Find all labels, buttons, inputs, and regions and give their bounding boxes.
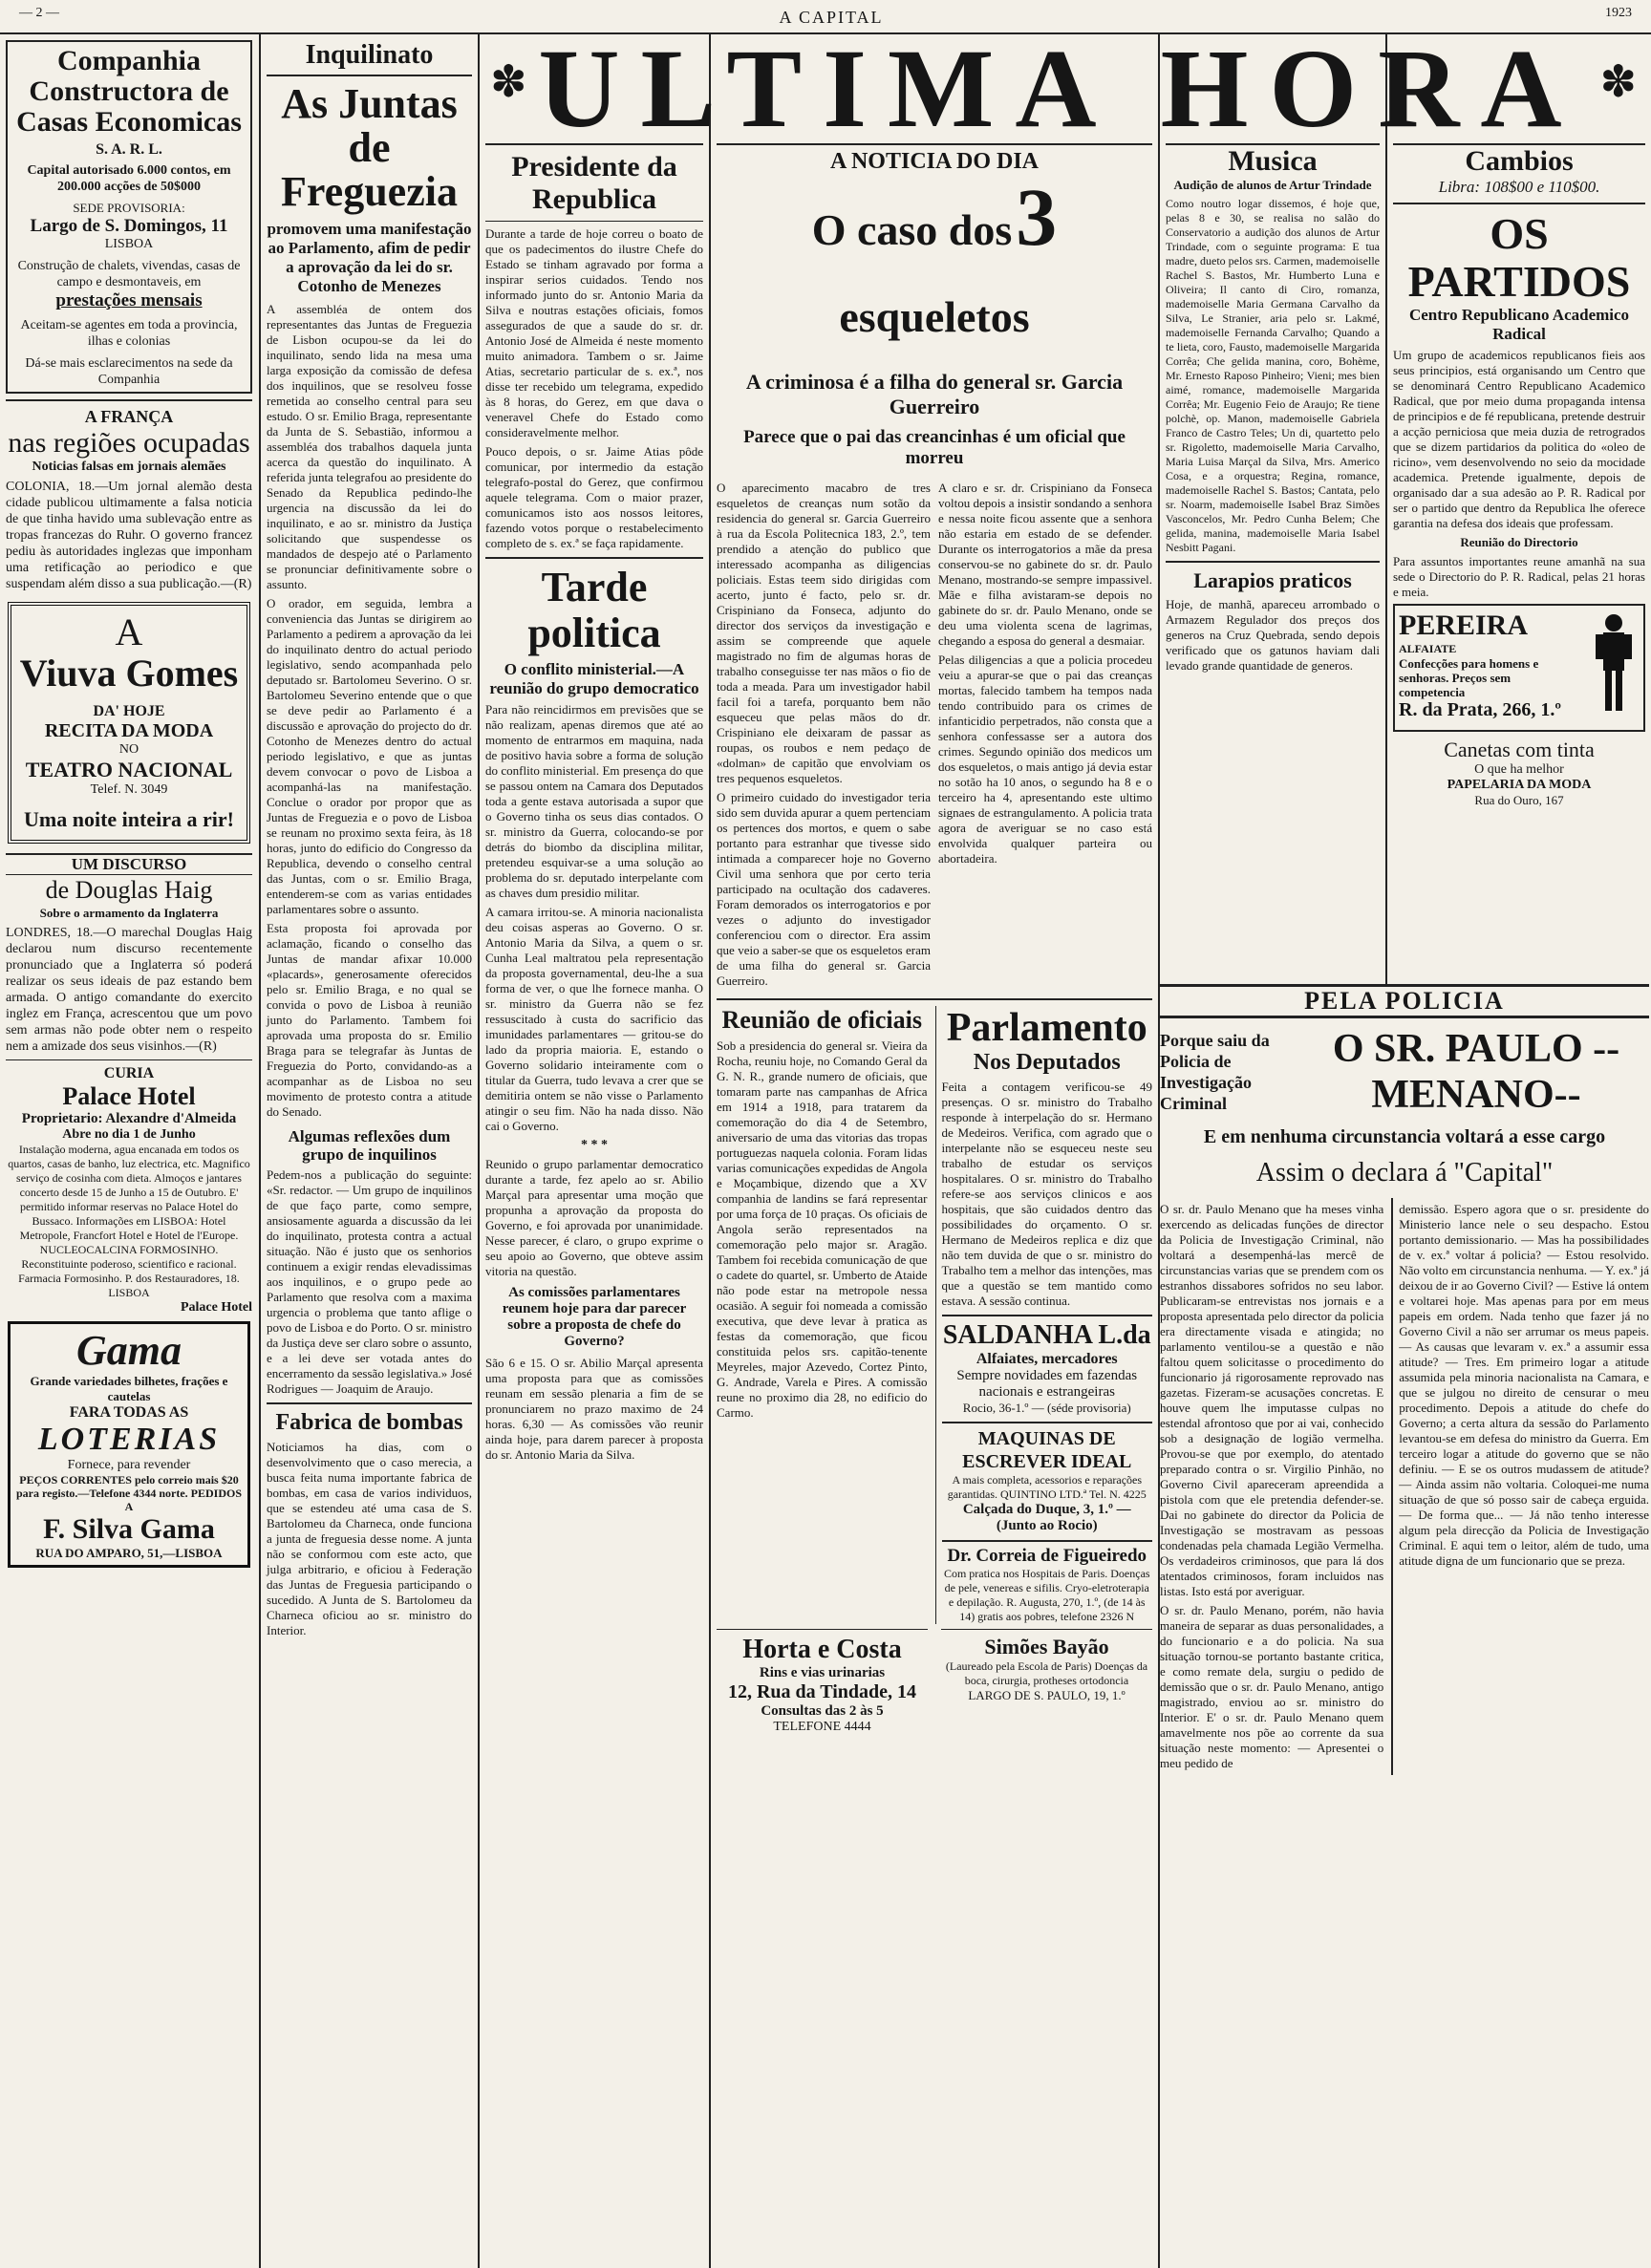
juntas-body-2: O orador, em seguida, lembra a conveniencia das Juntas se dirigirem ao Parlamento a pedirem a aprovação da lei do inquilinato dentro do actual periodo legislativo, sendo acompanhada pelo deputado sr. Bartolomeu Severino. O sr. Bartolomeu Severino entende que o que se deve pedir ao Parlamento é a discussão e aprovação do projecto do dr. Cotonho de Menezes dentro do actual periodo legislativo, e que as juntas devem convocar o povo de Lisboa a acompanhá-las na manifestação. Conclue o orador por propor que as Juntas de Freguezia e o povo de Lisboa se reunam no proximo sexta feira, às 18 horas, junto do edificio do Congresso da Republica, devendo o conselho central das Juntas, com o sr. Emilio Braga, entenderem-se com as varias entidades parlamentares sobre o assunto. — [267, 596, 472, 916]
company-text: Construção de chalets, vivendas, casas de campo e desmontaveis, em — [17, 259, 241, 289]
canetas-title: Canetas com tinta — [1444, 738, 1595, 761]
company-installments: prestações mensais — [55, 290, 203, 310]
juntas-headline: As Juntas de Freguezia — [281, 80, 458, 215]
tarde-body-2: A camara irritou-se. A minoria nacionalista deu coisas asperas ao Governo. O sr. Antonio Maria da Silva, a quem o sr. Cunha Leal maltratou pela representação da proposta governamental, deu-lhe a sua forma de ver, o que lhe fornece manha. O sr. ministro da Guerra não se fez ressuscitado à custa do sacrificio das imunidades parlamentares — gritou-se do lado da propria maioria. E, estando o Governo solidario inteiramente com o titular da Guerra, tudo levava a crer que se demitiria ontem se não visse o Parlamento atingir o seu fim. Não ha nada disso. Não cai o Governo. — [485, 905, 703, 1133]
musica-title: Musica — [1166, 143, 1380, 178]
fabrica-body: Noticiamos ha dias, com o desenvolvimento que o caso merecia, a busca feita numa importante fabrica de bombas, em casa de varios individuos, que se estendeu até uma casa de S. Bartolomeu da Charneca, onde funciona a junta de freguesia desse nome. A junta não se conformou com este acto, que julga arbitrario, e oficiou à Federação das Juntas de Freguesia participando o sucedido. A Junta de S. Bartolomeu da Charneca oficiou ao sr. ministro do Interior. — [267, 1440, 472, 1637]
page-date: 1923 — [1605, 6, 1632, 20]
saldanha-text: Sempre novidades em fazendas nacionais e estrangeiras — [956, 1368, 1138, 1400]
reflexoes-title: Algumas reflexões dum grupo de inquilinos — [288, 1127, 451, 1164]
franca-headline: nas regiões ocupadas — [8, 427, 250, 459]
horta-address: 12, Rua da Tindade, 14 — [727, 1681, 917, 1702]
canetas-ad — [1393, 738, 1645, 808]
policia-title-2: Assim o declara á "Capital" — [1255, 1158, 1554, 1187]
page-number: — 2 — — [19, 6, 59, 20]
policia-deck: E em nenhuma circunstancia voltará a esse cargo — [1203, 1126, 1606, 1147]
partidos-sub: Centro Republicano Academico Radical — [1408, 306, 1630, 343]
gama-text4: PEÇOS CORRENTES pelo correio mais $20 para registo.—Telefone 4344 norte. PEDIDOS A — [16, 1473, 242, 1513]
viuva-tagline: Uma noite inteira a rir! — [24, 807, 234, 831]
esqueletos-headline-b: esqueletos — [839, 292, 1030, 341]
gama-ad — [8, 1321, 250, 1568]
presidente-body-2: Pouco depois, o sr. Jaime Atias pôde comunicar, por intermedio da estação telegrafo-postal do Gerez, que confirmou aquele telegrama. Com o maior prazer, comunicamos isto aos nossos leitores, fazendo votos porque o restabelecimento completo de s. ex.ª se faça rapidamente. — [485, 444, 703, 550]
horta-name: Horta e Costa — [742, 1635, 902, 1664]
palace-title: Palace Hotel — [62, 1082, 196, 1110]
company-more: Dá-se mais esclarecimentos na sede da Companhia — [25, 356, 233, 387]
pela-policia-section — [1160, 984, 1649, 2268]
star-icon-left: ✽ — [490, 57, 527, 106]
maquinas-title: MAQUINAS DE ESCREVER IDEAL — [962, 1428, 1132, 1472]
larapios-body: Hoje, de manhã, apareceu arrombado o Armazem Regulador dos preços dos generos na Cruz Quebrada, sendo depois verificado que os gatunos haviam dali levado grande quantidade de generos. — [1166, 597, 1380, 673]
juntas-deck: promovem uma manifestação ao Parlamento, afim de pedir a aprovação da lei do sr. Cotonho de Menezes — [267, 220, 472, 295]
noticia-label: A NOTICIA DO DIA — [717, 143, 1152, 175]
tailor-figure-icon — [1590, 611, 1638, 717]
pereira-sub: ALFAIATE — [1399, 642, 1457, 655]
gama-logo: Gama — [76, 1327, 182, 1374]
canetas-text: O que ha melhor — [1474, 762, 1564, 777]
viuva-title: Viuva Gomes — [19, 652, 239, 695]
directorio-body: Para assuntos importantes reune amanhã na sua sede o Directorio do P. R. Radical, pelas 21 horas e meia. — [1393, 554, 1645, 599]
palace-sign: Palace Hotel — [180, 1300, 252, 1315]
esqueletos-headline-3: 3 — [1016, 171, 1058, 263]
maquinas-address: Calçada do Duque, 3, 1.º — (Junto ao Rocio) — [962, 1502, 1131, 1533]
viuva-tel: Telef. N. 3049 — [90, 782, 168, 797]
tarde-politica-headline: Tarde politica — [527, 564, 661, 656]
gama-name: F. Silva Gama — [43, 1513, 215, 1545]
column-3: Presidente da Republica Durante a tarde de hoje correu o boato de que os padecimentos do ilustre Chefe do Estado se tinham agravado por forma a inspirar serios cuidados. Tendo nos informado junto do sr. Antonio Maria da Silva e noutras estações oficiais, fomos assegurados de que a saude do sr. dr. Antonio José de Almeida é neste momento muito animadora. Tambem o sr. Jaime Atias, secretario particular de s. ex.ª, nos disse ter recebido um telegrama, expedido às 8 horas, do Gerez, em que dava o veneravel Chefe do Estado como consideravelmente melhor. Pouco depois, o sr. Jaime Atias pôde comunicar, por intermedio da estação telegrafo-postal do Gerez, que confirmou aquele telegrama. Com o maior prazer, comunicamos isto aos nossos leitores, fazendo votos porque o restabelecimento completo de s. ex.ª se faça rapidamente. Tarde politica O conflito ministerial.—A reunião do grupo democratico Para não reincidirmos em previsões que se não realizam, apenas diremos que até ao momento de entrarmos em maquina, nada de positivo havia sobre a forma de solução do conflito ministerial. Em presença do que se passou ontem na Camara dos Deputados toda a gente estava autorisada a supor que o Governo tinha os seus dias contados. O sr. ministro da Guerra, colocando-se por detrás do biombo da disciplina militar, pretendeu esquivar-se a uma solução ao problema do sr. deputado interpelante com as chaves dum presidio militar. A camara irritou-se. A minoria nacionalista deu coisas asperas ao Governo. O sr. Antonio Maria da Silva, a quem o sr. Cunha Leal maltratou pela representação da proposta governamental, deu-lhe a sua forma de ver, o que lhe fornece manha. O sr. ministro da Guerra não se fez ressuscitado à custa do sacrificio das imunidades parlamentares — gritou-se do lado da propria maioria. E, estando o Governo solidario inteiramente com o titular da Guerra, tudo levava a crer que se demitiria ontem se não visse o Parlamento atingir o seu fim. Não ha nada disso. Não cai o Governo. * * * Reunido o grupo parlamentar democratico durante a tarde, fez apelo ao sr. Abilio Marçal para apresentar uma moção que propunha a aprovação da proposta do Governo, e foi aprovada por unanimidade. Nesse parecer, é claro, o grupo exprime o seu apoio ao Governo, que obteve assim vitoria na questão. As comissões parlamentares reunem hoje para dar parecer sobre a proposta de chefe do Governo? São 6 e 15. O sr. Abilio Marçal apresenta uma proposta para que as comissões reunam em sessão plenaria a fim de se pronunciarem no prazo maximo de 24 horas. 6,30 — As comissões vão reunir ainda hoje, para darem parecer à proposta do sr. Antonio Maria da Silva. — [480, 143, 709, 2268]
viuva-teatro: TEATRO NACIONAL — [25, 758, 233, 781]
esqueletos-body-3: A claro e sr. dr. Crispiniano da Fonseca voltou depois a insistir sondando a senhora e nessa noite ficou assente que a senhora não estaria em estado de se defender. Durante os interrogatorios a mãe da presa conservou-se no gabinete do sr. dr. Paulo Menano, mostrando-se sempre impassivel. Mãe e filha avistaram-se depois no gabinete do sr. dr. Paulo Menano, onde se deu uma violenta scena de lagrimas, chegando a esposa do general a desmaiar. — [938, 481, 1152, 648]
esqueletos-deck-2: Parece que o pai das creancinhas é um oficial que morreu — [743, 427, 1126, 468]
policia-body-1: O sr. dr. Paulo Menano que ha meses vinha exercendo as delicadas funções de director da Policia de Investigação Criminal, não voltará a desempenhá-las mercê de circunstancias varias que se prendem com os estranhos dissabores sofridos no seu labor. Publicaram-se entrevistas nos jornais e a proposta apresentada pelo director da policia era directamente visada e atingida; no parlamento ventilou-se a questão e não faltou quem solicitasse o procedimento do funcionario já rigorosamente reprovado nas gazetas. Fizeram-se acusações concretas. E houve quem lhe imputasse culpas no estendal afrontoso que por ai vai, conhecido sob a designação de logião vermelha. Provou-se que por exemplo, do atentado preparado contra o sr. Virgilio Pinhão, no Governo Civil apareceram apreendida a pistola com que ele pretendia defender-se. Dai no gabinete do director da Policia de Investigação se mostravam as pessoas condenadas pela chamada Legião Vermelha. Os verdadeiros criminosos, que para lá dos atentados criminosos, foram incluidos nas listas. Isto está por averiguar. — [1160, 1202, 1384, 1598]
parlamento-body: Feita a contagem verificou-se 49 presenças. O sr. ministro do Trabalho responde à interpelação do sr. Hermano de Medeiros. Verifica, com agrado que o interpelante não se esqueceu neste seu trabalho de estudar os serviços hospitalares. O sr. ministro do Trabalho refere-se aos serviços clinicos e aos hospitais, que são cuidados dentro das possibilidades do orçamento. O sr. Hermano de Medeiros replica e diz que não tem duvida de que o sr. ministro do Trabalho tem a melhor das intenções, mas que a questão se tem mantido como estava. A sessão continua. — [941, 1080, 1152, 1308]
viuva-hoje: DA' HOJE — [93, 703, 165, 719]
cambios-rate: Libra: 108$00 e 110$00. — [1438, 178, 1600, 196]
esqueletos-body-4: Pelas diligencias a que a policia procedeu veiu a apurar-se que o pai das creanças mortas, falecido tambem ha tempos nada tendo contribuido para os crimes de infanticidio perpetrados, não consta que a senhora confessasse ser a autora dos crimes. Segundo opinião dos medicos um dos esqueletos, o mais antigo já devia estar no sotão ha 10 anos, o segundo ha 8 e o terceiro ha 4, apresentando este ultimo signaes de estrangulamento. A policia trata agora de averiguar se no caso está envolvida qualquer parteira ou abortadeira. — [938, 653, 1152, 866]
musica-body: Como noutro logar dissemos, é hoje que, pelas 8 e 30, se realisa no salão do Conservatorio a audição dos alunos de Artur Trindade, com o seguinte programa: E tua madre, dueto pelos srs. Carmen, mademoiselle Rachel S. Bastos, Mr. Humberto Luna e Oliveira; Il canto di Ciro, romanza, mademoiselle Maria Germana Carvalho da Silva, Le Stranier, aria pelo sr. Lakmé, mademoiselle Fernanda Carvalho; Quando a te lieta, coro, Fausto, mademoiselle Margarida Corrêa; Che gelida manina, coro, Bohème, Mr. Ernesto Raposo Pinheiro; Vieni; mes bien aimé, romance, mademoiselle Margarida Corrêa; Mr. Eugenio Feio de Araujo; Re tiene polchè, op. Manon, mademoiselle Gabriela Franco de Castro Teles; Un di, quartetto pelo sr. Rigoletto, mademoiselle Maria Carvalho, Maria Luisa Marçal da Silva, Mrs. Americo Cosa, e a orquestra; Regina, romance, mademoiselle Rachel S. Bastos; Cantata, pelo sr. Noarm, mademoiselle Isabel Braz Simões Vasconcelos, Mr. Pedro Cunha Belem; Che gelida, manina, mademoiselle Maria Isabel Nesbitt Pagani. — [1166, 197, 1380, 554]
discurso-text: LONDRES, 18.—O marechal Douglas Haig declarou num discurso recentemente pronunciado que a Inglaterra só poderá realizar os seus ideais de paz estando bem armada. O antigo comandante do exercito inglez em França, acrescentou que um povo sem armas não pode obter nem o respeito nem a amizade dos seus visinhos.—(R) — [6, 926, 252, 1054]
tarde-politica-sub: O conflito ministerial.—A reunião do grupo democratico — [489, 660, 699, 697]
simoes-text: (Laureado pela Escola de Paris) Doenças da boca, cirurgia, protheses ortodoncia — [945, 1659, 1148, 1687]
gama-address: RUA DO AMPARO, 51,—LISBOA — [35, 1546, 223, 1560]
company-sarl: S. A. R. L. — [96, 141, 162, 158]
juntas-body-3: Esta proposta foi aprovada por aclamação, ficando o conselho das Juntas de mandar afixar 10.000 «placards», generosamente oferecidos pelo sr. Emilio Braga, e no qual se convida o povo de Lisboa à reunião junto do Parlamento. Tambem foi aprovada uma proposta do sr. Emilio Braga para se telegrafar às Juntas de Freguezia do Porto, convidando-as a acompanhar as de Lisboa no seu movimento de protesto contra a atitude do Senado. — [267, 921, 472, 1119]
reuniao-oficiais-title: Reunião de oficiais — [721, 1006, 922, 1034]
larapios-title: Larapios praticos — [1193, 568, 1352, 592]
esqueletos-body-2: O primeiro cuidado do investigador teria sido sem duvida apurar a quem pertenciam os pertences dos mortos, e quem o sabe portanto para estranhar que tivesse sido intimada a comparecer hoje no Governo Civil uma senhora que por certo teria participado na ocultação dos cadaveres. Foram demorados os interrogatorios e por vezes o adjunto do investigador conferenciou com o director. Era assim que veio a saber-se que os esqueletos eram de uma filha do general sr. Garcia Guerreiro. — [717, 790, 931, 988]
gama-text1: Grande variedades bilhetes, frações e cautelas — [30, 1374, 228, 1403]
simoes-ad — [935, 1624, 1152, 1735]
comissoes-body: São 6 e 15. O sr. Abilio Marçal apresenta uma proposta para que as comissões reunam em sessão plenaria a fim de se pronunciarem no prazo maximo de 24 horas. 6,30 — As comissões vão reunir ainda hoje, para darem parecer à proposta do sr. Antonio Maria da Silva. — [485, 1356, 703, 1462]
franca-label: A FRANÇA — [84, 407, 174, 426]
gama-loterias: LOTERIAS — [37, 1422, 221, 1457]
musica-sub: Audição de alunos de Artur Trindade — [1173, 178, 1372, 192]
masthead-title: ULTIMA HORA — [538, 26, 1583, 151]
presidente-body-1: Durante a tarde de hoje correu o boato de que os padecimentos do ilustre Chefe do Estado se tinham agravado por forma a inspirar serios cuidados. Tendo nos informado junto do sr. Antonio Maria da Silva e noutras estações oficiais, fomos assegurados de que a saude do sr. dr. Antonio José de Almeida é neste momento muito animadora. Tambem o sr. Jaime Atias, secretario particular de s. ex.ª, nos disse ter recebido um telegrama, expedido às 8 horas, do Gerez, em que dava o veneravel Chefe do Estado como consideravelmente melhor. — [485, 226, 703, 439]
column-2 — [261, 36, 478, 2268]
franca-text: COLONIA, 18.—Um jornal alemão desta cidade publicou ultimamente a falsa noticia de que tinha havido uma sublevação entre as tropas francezas do Ruhr. O governo francez pediu às autoridades inglezas que imponham uma retificação ao periodico e que suspendam além disso a sua publicação.—(R) — [6, 480, 252, 591]
saldanha-address: Rocio, 36-1.º — (séde provisoria) — [962, 1401, 1131, 1415]
company-address: Largo de S. Domingos, 11 — [30, 216, 228, 236]
masthead-block — [482, 26, 1648, 151]
esqueletos-headline-a: O caso dos — [811, 205, 1013, 254]
column-5 — [1160, 143, 1385, 984]
canetas-address: Rua do Ouro, 167 — [1474, 793, 1564, 807]
horta-sub: Rins e vias urinarias — [759, 1665, 886, 1680]
correia-ad — [942, 1540, 1153, 1624]
pereira-address: R. da Prata, 266, 1.º — [1399, 699, 1561, 720]
newspaper-name: A CAPITAL — [779, 8, 884, 27]
esqueletos-body-1: O aparecimento macabro de tres esqueletos de creanças num sotão da residencia do general sr. Garcia Guerreiro à rua da Escola Politecnica 183, 2.º, tem prendido a atenção do publico que interessado acompanha as diligencias policiais. Estas teem sido dirigidas com acerto, junto é facto, pelo sr. dr. Crispiniano da Fonseca, adjunto do director dos serviços da investigação e assim se compreende que aquele magistrado no fim de algumas horas de trabalho conseguisse ter nas mãos o fio de toda a meada. Para um investigador habil facil foi a tarefa, porquanto bem não esqueceu que pelas mãos do dr. Crispiniano ele deixaram de passar as roupas, os roubos e nem pedaço de «dolman» de capitão que envolviam os tres pequenos esqueletos. — [717, 481, 931, 785]
menano-interview-body: demissão. Espero agora que o sr. presidente do Ministerio lance nele o seu despacho. Estou portanto demissionario. — Mas ha possibilidades de v. ex.ª voltar á policia? — Estou resolvido. Não volto em circunstancia nenhuma. — Y. ex.ª já deixou de ir ao Governo Civil? — Estive lá ontem e voltarei hoje. Mas apenas para por em meus papeis em ordem. Nada tenho que fazer já no Governo Civil a não ser arrumar os meus papeis. — As causas que levaram v. ex.ª a assumir essa atitude? — Tres. Em primeiro logar a atitude assumida pela minoria nacionalista na Camara, e que se julgou no direito de censurar o meu procedimento. Depois a atitude do chefe do Governo; a certa altura da sessão do Parlamento levantou-se em defesa do ministro da Guerra. Em terceiro logar a atitude do governo que se não definiu. — E se os outros mudassem de atitude? — Ainda assim não voltaria. Coloquei-me numa situação de que só posso sair de cabeça erguida. — De forma que... — Já não tenho interesse algum pela direcção da Policia de Investigação Criminal. E aqui tem o leitor, além de tudo, uma atitude digna de um funcionario que se preza. — [1399, 1202, 1649, 1568]
palace-open: Abre no dia 1 de Junho — [62, 1127, 196, 1142]
palace-owner: Proprietario: Alexandre d'Almeida — [21, 1111, 237, 1126]
saldanha-name: SALDANHA L.da — [942, 1320, 1151, 1350]
star-icon-right: ✽ — [1599, 57, 1637, 106]
gama-text2: FARA TODAS AS — [69, 1404, 189, 1421]
policia-left-deck: Porque saiu da Policia de Investigação Criminal — [1160, 1031, 1270, 1113]
comissoes-title: As comissões parlamentares reunem hoje para dar parecer sobre a proposta de chefe do Governo? — [502, 1285, 687, 1349]
horta-hours: Consultas das 2 às 5 — [761, 1703, 884, 1719]
horta-tel: TELEFONE 4444 — [773, 1720, 871, 1734]
correia-text: Com pratica nos Hospitais de Paris. Doenças de pele, venereas e sifilis. Cryo-eletroterapia e depilação. R. Augusta, 270, 1.º, (de 14 às 14) gratis aos pobres, telefone 2326 N — [943, 1567, 1150, 1623]
parlamento-sub: Nos Deputados — [973, 1050, 1121, 1075]
pereira-ad — [1393, 604, 1645, 732]
fabrica-title: Fabrica de bombas — [275, 1410, 463, 1435]
column-6 — [1387, 143, 1651, 984]
simoes-address: LARGO DE S. PAULO, 19, 1.º — [968, 1688, 1126, 1702]
discurso-title: de Douglas Haig — [45, 876, 213, 904]
viuva-no: NO — [118, 742, 139, 757]
esqueletos-headline — [717, 171, 1152, 366]
esqueletos-deck-1: A criminosa é a filha do general sr. Garcia Guerreiro — [745, 370, 1124, 418]
cambios-title: Cambios — [1393, 143, 1645, 178]
juntas-body-1: A assembléa de ontem dos representantes das Juntas de Freguezia de Lisbon ocupou-se da lei do inquilinato, sendo lida na mesa uma larga exposição da comissão de defesa dos inquilinos, que se resolveu fosse remetida ao conselho central para seu estudo. O sr. Emilio Braga, representante da Junta de S. Sebastião, informou a assembléa dos trabalhos daquela junta acerca da questão do inquilinato. A referida junta telegrafou ao presidente do Senado da Republica pedindo-lhe urgencia na discussão da lei do inquilinato, e ao sr. ministro da Justiça solicitando que suspendesse os mandados de despejo até o Parlamento se pronunciar definitivamente sobre o assunto. — [267, 302, 472, 591]
company-title: Companhia Constructora de Casas Economicas — [16, 45, 242, 138]
viuva-gomes-ad — [8, 602, 250, 844]
simoes-name: Simões Bayão — [984, 1635, 1109, 1658]
column-4 — [711, 143, 1158, 2268]
saldanha-ad — [942, 1315, 1153, 1416]
reflexoes-body: Pedem-nos a publicação do seguinte: «Sr. redactor. — Um grupo de inquilinos de que faço parte, como sempre, ansiosamente aguarda a discussão da lei do inquilinato, protesta contra a actual situação. Não é justo que os senhorios continuem a exigir rendas elevadissimas aos inquilinos, e o grupo pede ao Parlamento que resolva com a maxima urgencia o problema que tanto aflige o povo de Lisboa e do Porto. O sr. ministro da Justiça deve ser claro sobre o assunto, e a lei deve ser votada antes do encerramento da sessão legislativa.» José Rodrigues — Joaquim de Araujo. — [267, 1167, 472, 1396]
discurso-sub: Sobre o armamento da Inglaterra — [39, 906, 219, 920]
company-sede: SEDE PROVISORIA: — [73, 201, 185, 215]
company-ad — [6, 40, 252, 394]
parlamento-title: Parlamento — [946, 1006, 1147, 1050]
pereira-name: PEREIRA — [1399, 610, 1529, 641]
tarde-body-3: Reunido o grupo parlamentar democratico durante a tarde, fez apelo ao sr. Abilio Marçal para apresentar uma moção que propunha a aprovação da proposta do Governo, e foi aprovada por unanimidade. Nesse parecer, é claro, o grupo exprime o seu apoio ao Governo, que obteve assim vitoria na questão. — [485, 1157, 703, 1278]
franca-sub: Noticias falsas em jornais alemães — [32, 460, 226, 474]
company-capital: Capital autorisado 6.000 contos, em 200.000 acções de 50$000 — [27, 163, 231, 194]
discurso-label: UM DISCURSO — [6, 853, 252, 875]
maquinas-ad — [942, 1422, 1153, 1534]
presidente-headline: Presidente da Republica — [485, 143, 703, 216]
reuniao-oficiais-body: Sob a presidencia do general sr. Vieira da Rocha, reuniu hoje, no Comando Geral da G. N. R., grande numero de oficiais, que tomaram parte nas campanhas de Africa em 1914 a 1918, para tratarem da comemoração do dia 4 de Setembro, aniversario de uma das vitorias das tropas portuguezas naquela colonia. Foram lidas varias comunicações expedidas de Angola e Moçambique, dizendo que a XV companhia de landins se fará representar por uma força de 10 praças. Os oficiais de Angola serão representados na comemoração pelo major sr. Aragão. Tambem foi recebida comunicação de que o cadete do quartel, sr. Umberto de Ataide não pode estar na metropole nessa ocasião. A seguir foi nomeada a comissão executiva, que deve levar à pratica as festas da comemoração, que ficou constituida pelos srs. capitão-tenente Meyreles, major Azevedo, Cortez Pinto, G. Andrade, Varela e Pires. A comissão reune no proximo dia 28, no edificio do Carmo. — [717, 1038, 928, 1420]
pereira-text: Confecções para homens e senhoras. Preços sem competencia — [1399, 656, 1539, 699]
policia-body-2: O sr. dr. Paulo Menano, porém, não havia maneira de separar as duas personalidades, a do funcionario e a do policia. Na sua situação tornou-se portanto bastante critica, e como remate dela, surgiu o pedido de demissão que o sr. dr. Paulo Menano, antigo magistrado, enviou ao sr. ministro do Interior. E' o sr. dr. Paulo Menano quem amavelmente nos põe ao corrente da sua situação neste momento: — Apresentei o meu pedido de — [1160, 1603, 1384, 1770]
company-city: LISBOA — [104, 237, 154, 251]
saldanha-sub: Alfaiates, mercadores — [976, 1351, 1118, 1367]
viuva-a: A — [115, 610, 143, 653]
curia-label: CURIA — [103, 1065, 155, 1081]
column-1 — [0, 36, 258, 2268]
canetas-shop: PAPELARIA DA MODA — [1447, 778, 1592, 792]
gama-text3: Fornece, para revender — [67, 1458, 191, 1472]
tarde-body-1: Para não reincidirmos em previsões que se não realizam, apenas diremos que até ao momento de entrarmos em maquina, nada de positivo havia sobre a forma de solução do conflito ministerial. Em presença do que se passou ontem na Camara dos Deputados toda a gente estava autorisada a supor que o Governo tinha os seus dias contados. O sr. ministro da Guerra, colocando-se por detrás do biombo da disciplina militar, pretendeu esquivar-se a uma solução ao problema do sr. deputado interpelante com as chaves dum presidio militar. — [485, 702, 703, 900]
policia-headline: O SR. PAULO --MENANO-- — [1332, 1027, 1620, 1117]
correia-name: Dr. Correia de Figueiredo — [947, 1546, 1147, 1566]
partidos-title: OS PARTIDOS — [1407, 209, 1631, 306]
partidos-body: Um grupo de academicos republicanos fieis aos seus principios, está organisando um Centro que se denominará Centro Republicano Academico Radical, que por meio duma propaganda intensa de principios e de fé republicana, pretende destruir a acção perniciosa que meia duzia de retrogrados que se dizem partidarios da politica do «oleo de ricino», vem desenvolvendo no seio da mocidade academica. Pretende igualmente, depois de organisado dar a sua adesão ao P. R. Radical por ser o partido que dentro da Republica lhe oferece garantia na defesa dos ideais que professam. — [1393, 348, 1645, 530]
inquilinato-label: Inquilinato — [267, 40, 472, 76]
company-agents: Aceitam-se agentes em toda a provincia, ilhas e colonias — [20, 318, 238, 349]
viuva-recita: RECITA DA MODA — [44, 720, 214, 741]
palace-text: Instalação moderna, agua encanada em todos os quartos, casas de banho, luz electrica, etc. Magnifico serviço de cosinha com dieta. Almoços e jantares concerto desde 15 de Junho a 15 de Outubro. E' permitido informar reservas no Palace Hotel do Bussaco. Informações em LISBOA: Hotel Metropole, Francfort Hotel e Hotel de l'Europe. NUCLEOCALCINA FORMOSINHO. Reconstituinte poderoso, scientifico e racional. Farmacia Formosinho. P. dos Restauradores, 18. LISBOA — [8, 1143, 250, 1299]
directorio-title: Reunião do Directorio — [1460, 535, 1578, 549]
policia-label: PELA POLICIA — [1160, 984, 1649, 1018]
maquinas-text: A mais completa, acessorios e reparações garantidas. QUINTINO LTD.ª Tel. N. 4225 — [947, 1473, 1147, 1501]
horta-ad — [717, 1624, 928, 1735]
